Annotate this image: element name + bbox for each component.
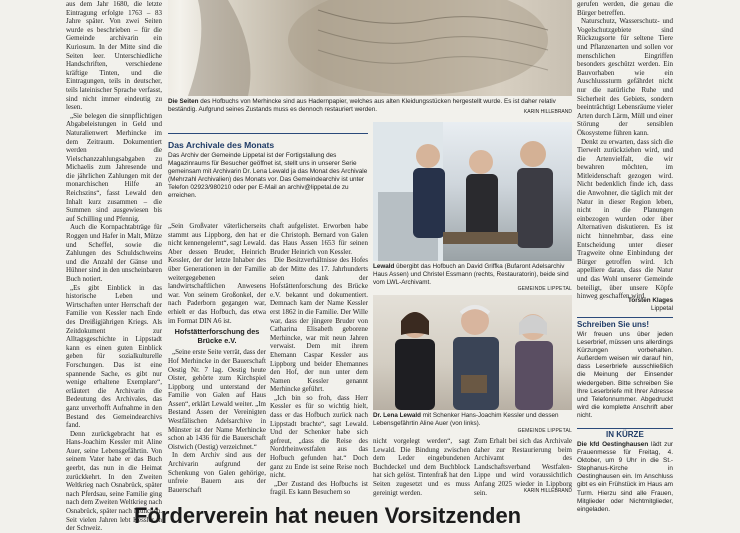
article-paragraph: „Der Zustand des Hofbuchs ist fragil. Es kann Besuchern so — [270, 479, 368, 497]
archivale-text: Das Archiv der Gemeinde Lippetal ist der Fortigstallung des Magazinraums für Besucher geöffnet ist, stellt uns in unserer Serie gemeinsam mit Archivarin Dr. Lena Lewald ja das Monat des Archivale (Mehrzahl Archivalien) des Monats vor. Das Gemeindearchiv ist unter Telefon 02923/980210 oder per E-Mail an archiv@lippetal.de zu erreichen. — [168, 152, 368, 200]
letter-column — [577, 0, 673, 300]
book-image — [168, 0, 572, 96]
letter-paragraph: Denkt zu erwarten, dass sich die Tierwelt zurückziehen wird, und die Artenvielfalt, die wir bewahren möchten, im Mitleidenschaft gezogen wird. Nicht bedenklich finde ich, dass die Anwohner, die täglich mit der Natur in dieser Region leben, nicht in die Planungen einbezogen wurden oder über Alternativen diskutieren. Es ist nicht hinnehmbar, dass eine Entscheidung unter dieser Tragweite ohne Einbindung der Bürger getroffen wird. Ich appelliere daran, dass die Natur und das Wohl unserer Gemeinde beteiligt, über unsere Köpfe hinweg geschaffen wird. — [577, 137, 673, 301]
donor-caption — [373, 412, 572, 434]
letter-paragraph: Naturschutz, Wasserschutz- und Vogelschutzgebiete sind Rückzugsorte für seltene Tiere und Pflanzenarten und sollen vor menschlichen Eingriffen besonders geschützt werden. Ein Bauvorhaben wie ein Auschlusssturm gefährdet nicht nur die natürliche Ruhe und Sicherheit des Gebiets, sondern beeinträchtigt Lebensräume vieler Arten durch Lärm, Müll und einer Störung der sensiblen Ökosysteme führen kann. — [577, 17, 673, 137]
article-column-3 — [270, 222, 368, 496]
schreiben-text: Wir freuen uns über jeden Leserbrief, müssen uns allerdings Kürzungen vorbehalten. Außerdem weisen wir darauf hin, dass Leserbriefe ausschließlich die Meinung der Einsender wiedergeben. Bitte schreiben Sie Ihre Leserbriefe mit Ihrer Adresse und Telefonnummer. Abgedruckt wird die komplette Anschrift aber nicht. — [577, 331, 673, 419]
letter-author: Torsten Klages — [627, 297, 673, 304]
article-paragraph: aus dem Jahr 1680, die letzte Eintragung erfolgte 1763 – 83 Jahre später. Von zwei Seiten wurde es beschrieben – für die Gemeinde archivarin ein Kuriosum. In der Mitte sind die Seiten leer. Unterschiedliche Handschriften, verschiedene kräftige Tinten, und die Eintragungen, teils in deutscher, teils lateinischer Sprache verfasst, sind nicht immer eindeutig zu lesen. — [66, 0, 162, 112]
hofbuch-photo — [168, 0, 572, 96]
caption-text: mit Schenker Hans-Joachim Kessler und dessen Lebensgefährtin Aline Auer (von links). — [373, 412, 559, 427]
archivale-heading: Das Archivale des Monats — [168, 140, 275, 150]
inkuerze-text — [577, 441, 673, 518]
top-photo-credit: KARIN HILLEBRAND — [523, 109, 572, 115]
schreiben-heading: Schreiben Sie uns! — [577, 320, 650, 329]
article-paragraph: Auch die Kornpachtabträge für Roggen und Hafer in Malt, Mütze und Scheffel, sowie die Zahlungen des Schuldschweins und die Anzahl der Gänse und Hühner sind in den unscheinbaren Buch notiert. — [66, 223, 162, 283]
article-paragraph: Die Besitzverhältnisse des Hofes ab der Mitte des 17. Jahrhunderts seien dank der Hofstättenforschung des Brücke e.V. bekannt und dokumentiert. Demnach kam der Name Kessler erst 1862 in die Familie. Der Wille war, dass der jüngere Bruder von Catharina Elisabeth geborene Merhincke, war mit neun Jahren verwaist. Dem mit ihrem Ehemann Caspar Kessler aus Lippborg und beider Ehemannes den Hof, der nun unter dem Namen Kessler genannt Merhincke geführt. — [270, 256, 368, 394]
letter-paragraph: gerufen werden, die genau die Bürger betreffen. — [577, 0, 673, 17]
article-paragraph: Denn zurückgebracht hat es Hans-Joachim Kessler mit Aline Auer, seine Lebensgefährtin. Von seinem Vater habe er das Buch geerbt, das nun in die Heimat zurückkehrt. In den Zweiten Weltkrieg nach Osnabrück, später nach Pferdsau, seine Familie ging nach dem Zweiten Weltkrieg nach Osnabrück, später nach München. Seit vielen Jahren lebt Kessler in der Schweiz. — [66, 429, 162, 533]
bottom-credit: KARIN HILLEBRAND — [523, 488, 572, 494]
people-image — [373, 295, 572, 410]
inkuerze-lead: Die kfd Oestinghausen — [577, 441, 649, 448]
people-image — [373, 122, 572, 261]
article-paragraph: chaft aufgelistet. Erworben habe die Christoph. Bernard von Galen das Haus Assen 1653 für seinen Bruder Heinrich von Kessler. — [270, 222, 368, 256]
caption-lead: Lewald — [373, 263, 395, 270]
article-paragraph: „Ich bin so froh, dass Herr Kessler es für so wichtig hielt, dass er das Hofbuch zurück nach Lippstadt brachte“, sagt Lewald. Und der Schenker habe sich gefreut, „dass die Reise des Nordrheinwestfalen aus das Hofbuch gefunden hat.“ Doch ganz zu Ende ist seine Reise noch nicht. — [270, 393, 368, 480]
photo-credit: GEMEINDE LIPPETAL — [517, 427, 572, 434]
article-column-2 — [168, 222, 266, 496]
schreiben-rule — [577, 317, 673, 318]
donor-photo — [373, 295, 572, 410]
letter-place: Lippetal — [650, 305, 673, 312]
caption-text: des Hofbuchs von Merhincke sind aus Hadernpapier, welches aus alten Kleidungsstücken hergestellt wurde. Es ist daher relativ beständig. Aufgrund seines Zustands muss es dennoch restauriert werden. — [168, 98, 556, 113]
inkuerze-body: lädt zur Frauenmesse für Freitag, 4. Oktober, um 9 Uhr in die St.-Stephanus-Kirche in Oestinghausen ein. Im Anschluss gibt es ein Frühstück im Haus am Turm. Hierzu sind alle Frauen, Mitglieder oder Nichtmitglieder, eingeladen. — [577, 441, 674, 513]
article-column-4: nicht vorgelegt werden“, sagt Lewald. Die Bindung zwischen dem Leder eingebundenen Buchdeckel und dem Buchblock hat sich gelöst. Tintenfraß hat den Seiten zugesetzt und es muss gereinigt werden. — [373, 437, 470, 497]
caption-lead: Dr. Lena Lewald — [373, 412, 421, 419]
subheading: Hofstätterforschung des Brücke e.V. — [174, 327, 260, 345]
inkuerze-heading: IN KÜRZE — [606, 430, 644, 439]
article-paragraph: „Es gibt Einblick in das historische Leben und Wirtschaften unter Herrschaft der Familie von Kessler nach Ende des Dreißigjährigen Kriegs. Als Zeitdokument zur Alltagsgeschichte in Lippstadt kann es einen guten Einblick geben für sozialkulturelle Forschungen. Das ist eine spannende Sache, es gibt nur wenige erhaltene Exemplare“, erläutert die Archivarin die Bedeutung des Archivales, das ganz unverhofft Aufnahme in den Bestand des Gemeindearchivs fand. — [66, 283, 162, 430]
photo-credit: GEMEINDE LIPPETAL — [517, 286, 572, 293]
article-column-1 — [66, 0, 162, 533]
archivale-rule — [168, 133, 368, 134]
article-column-5: Zum Erhalt bei sich das Archivale daher zur Restaurierung beim Archivamt des Landschaftsverband Westfalen-Lippe und wird voraussichtlich Anfang 2025 wieder in Lippborg sein. — [474, 437, 572, 497]
article-paragraph: „Sein Großvater väterlicherseits stammt aus Lippborg, den hat er nicht kennengelernt“, sagt Lewald. Aber dessen Bruder, Heinrich Kessler, der der letzte Inhaber des über Generationen in der Familie weitergegebenen landwirtschaftlichen Anwesens war. Von seinem Großonkel, der nach Paderborn gegangen war, erhielt er das Hofbuch, das etwa im Format DIN A6 ist. — [168, 222, 266, 325]
article-paragraph: „Sie belegen die sinnpflichtigen Abgabeleistungen in Geld und Naturalienwert Merhincke im dem Zeitraum. Dokumentiert werden die Vielschanzzahlungsabgaben zu Michaelis zum Jahresende und die jährlichen Zahlungen mit der monarchischen Hilfe an Reichszins“, fasst Lewald den Inhalt kurz zusammen – die Summen sind ausgewiesen bis auf Schilling und Pfennig. — [66, 111, 162, 223]
handover-caption — [373, 263, 572, 291]
inkuerze-rule — [577, 428, 673, 429]
bottom-headline: Förderverein hat neuen Vorsitzenden — [134, 503, 522, 528]
article-paragraph: „Seine erste Seite verrät, dass der Hof Merhincke in der Bauerschaft Oestig Nr. 7 lag. Oestig heute Oister, gehörte zum Kirchspiel Lippborg und unterstand der Familie von Galen auf Haus Assen“, erklärt Lewald weiter. „Im Bestand Assen der Vereinigten Westfälischen Adelsarchive in Münster ist der Name Merhincke schon ab 1436 für die Bauerschaft Oistwich (Oestig) verzeichnet.“ — [168, 348, 266, 451]
handover-photo — [373, 122, 572, 261]
article-paragraph: In dem Archiv sind aus der Archivarin aufgrund der Schenkung von Galen gehörige, unfreie Bauern aus der Bauerschaft — [168, 451, 266, 494]
caption-text: übergibt das Hofbuch an David Griffka (Bufaront Adelsarchiv Haus Assen) und Christel Essmann (rechts, Restauratorin), beide sind vom LWL-Archivamt. — [373, 263, 569, 286]
caption-lead: Die Seiten — [168, 98, 199, 105]
